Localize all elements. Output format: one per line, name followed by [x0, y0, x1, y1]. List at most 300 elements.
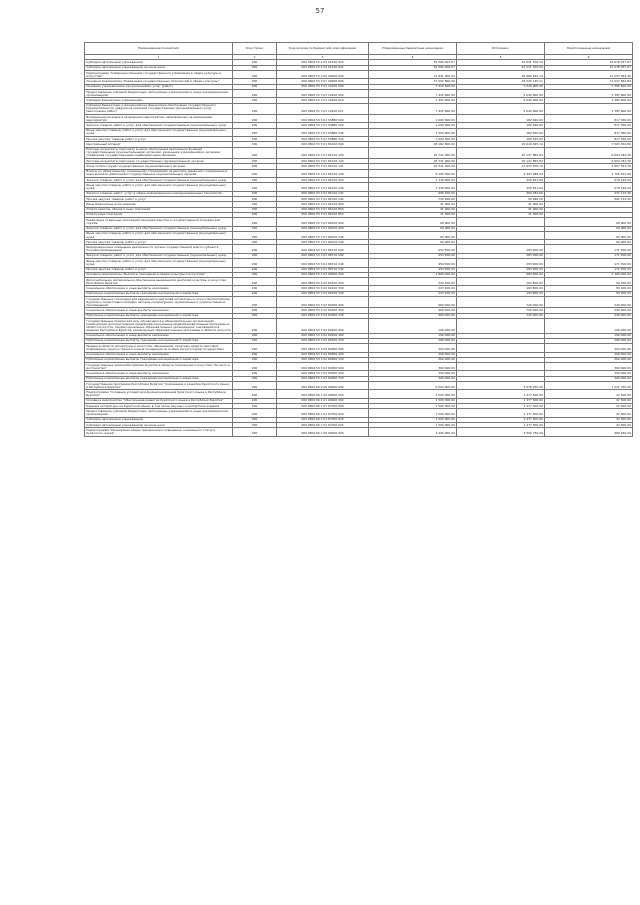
row-unexecuted: 817 360,00 [545, 115, 633, 123]
table-row [85, 297, 633, 308]
row-approved: 7 425 600,00 [369, 89, 457, 97]
row-approved: 300 000,00 [369, 376, 457, 381]
row-kbk: 000 0804 53 2 04 61540 620 [277, 60, 369, 65]
row-approved: 59 560 406,07 [369, 65, 457, 70]
row-executed: 31 000,00 [457, 202, 545, 207]
row-unexecuted: 817 360,00 [545, 123, 633, 128]
row-name: Субсидии автономным учреждениям на иные цели [85, 423, 233, 428]
row-name: Прочая закупка товаров, работ и услуг [85, 240, 233, 245]
row-kbk: 000 0804 53 3 01 81010 242 [277, 191, 369, 196]
row-kbk: 000 0804 53 3 02 82600 330 [277, 357, 369, 362]
row-approved: 59 280 003,07 [369, 60, 457, 65]
row-approved: 31 000,00 [369, 207, 457, 212]
header-unexecuted: Неисполненные назначения [545, 43, 633, 55]
row-name: Дополнительное материальное обеспечение выдающихся деятелей культуры и искусства Республики Бурятия [85, 278, 233, 286]
row-executed: 369 184,60 [457, 191, 545, 196]
row-code: 200 [233, 79, 277, 84]
row-name: Прочая закупка товаров, работ и услуг [85, 197, 233, 202]
row-unexecuted: 171 500,00 [545, 245, 633, 253]
row-executed: 31 000,00 [457, 212, 545, 217]
row-name: Издание литературы на бурятском языке, в том числе научных и экспертных изданий [85, 404, 233, 409]
row-kbk: 000 0804 53 3 01 82010 244 [277, 240, 369, 245]
row-unexecuted: 22 500,00 [545, 390, 633, 398]
row-name: Подпрограмма "Расширение сферы применения и повышение социального статуса бурятского языка" [85, 428, 233, 436]
row-unexecuted: 817 360,00 [545, 137, 633, 142]
row-approved: 1 338 900,00 [369, 178, 457, 183]
row-approved: 1 889 200,00 [369, 272, 457, 277]
row-unexecuted: 237 115,40 [545, 191, 633, 196]
row-kbk: 000 0804 53 3 02 84300 300 [277, 371, 369, 376]
row-executed: 359 651,00 [457, 183, 545, 191]
row-code: 200 [233, 65, 277, 70]
row-approved: 1 000 000,00 [369, 137, 457, 142]
row-code: 200 [233, 128, 277, 136]
row-name: Подпрограмма "Совершенствование государственного управления в сфере культуры и искусства" [85, 71, 233, 79]
table-row [85, 363, 633, 371]
table-header-row [85, 43, 633, 55]
row-unexecuted: 300 000,00 [545, 344, 633, 352]
row-executed: 43 231 676,50 [457, 65, 545, 70]
table-row [85, 169, 633, 177]
row-unexecuted: 7 563 304,86 [545, 142, 633, 147]
row-executed: 163 800,00 [457, 278, 545, 286]
column-index: 5 [457, 55, 545, 60]
row-approved: 26 731 900,00 [369, 159, 457, 164]
row-code: 200 [233, 357, 277, 362]
table-row [85, 89, 633, 97]
row-unexecuted: 2 385 600,00 [545, 89, 633, 97]
row-executed: 5 040 000,00 [457, 89, 545, 97]
row-executed: 720 000,00 [457, 297, 545, 308]
row-code: 200 [233, 159, 277, 164]
row-kbk: 000 0804 66 1 01 67300 622 [277, 423, 369, 428]
table-row [85, 103, 633, 114]
row-name: Информационное освещение деятельности органа государственной власти субъекта Российской Федерации [85, 245, 233, 253]
row-approved: 7 425 600,00 [369, 98, 457, 103]
row-name: Публичные нормативные выплаты гражданам несоциального характера [85, 313, 233, 318]
table-row [85, 278, 633, 286]
row-kbk: 000 0804 53 3 01 10100 000 [277, 84, 369, 89]
row-unexecuted: 22 500,00 [545, 398, 633, 403]
row-executed: 42 631 576,10 [457, 60, 545, 65]
row-name: Закупка товаров, работ и услуг для обеспечения государственных (муниципальных) нужд [85, 226, 233, 231]
row-kbk: 000 0804 53 3 01 81010 240 [277, 183, 369, 191]
row-executed: 182 640,00 [457, 137, 545, 142]
row-executed: 1 477 500,00 [457, 398, 545, 403]
row-executed: 1 477 500,00 [457, 417, 545, 422]
row-code: 200 [233, 202, 277, 207]
row-code: 200 [233, 297, 277, 308]
table-row [85, 128, 633, 136]
row-name: Закупка товаров, работ, услуг в сфере информационно-коммуникационных технологий [85, 191, 233, 196]
row-code: 200 [233, 313, 277, 318]
row-approved: 1 500 000,00 [369, 409, 457, 417]
row-unexecuted: 682 133,50 [545, 197, 633, 202]
row-executed: 983 800,00 [457, 272, 545, 277]
row-approved: 69 900,00 [369, 231, 457, 239]
row-approved: 7 425 600,00 [369, 103, 457, 114]
row-unexecuted: 300 000,00 [545, 371, 633, 376]
table-row [85, 147, 633, 158]
row-kbk: 000 0804 53 3 02 84300 000 [277, 363, 369, 371]
row-executed: 4 493 988,94 [457, 169, 545, 177]
row-approved: 1 500 000,00 [369, 398, 457, 403]
row-kbk: 000 0804 53 3 01 86710 244 [277, 267, 369, 272]
row-kbk: 000 0804 53 2 04 61540 622 [277, 65, 369, 70]
row-executed: 20 619 495,14 [457, 142, 545, 147]
row-unexecuted: 979 249,00 [545, 178, 633, 183]
row-approved: 223 200,00 [369, 278, 457, 286]
row-kbk: 000 0804 53 3 02 82100 000 [277, 278, 369, 286]
row-kbk: 000 0804 53 3 01 S3880 000 [277, 115, 369, 123]
row-kbk: 000 0804 53 3 01 86710 240 [277, 259, 369, 267]
row-unexecuted: 171 500,00 [545, 253, 633, 258]
row-approved: 454 500,00 [369, 253, 457, 258]
row-unexecuted: 69 900,00 [545, 231, 633, 239]
row-executed: 283 000,00 [457, 245, 545, 253]
row-kbk: 000 0804 53 3 01 81010 100 [277, 147, 369, 158]
row-executed [457, 231, 545, 239]
table-row [85, 428, 633, 436]
row-kbk: 000 0804 53 3 01 S3880 200 [277, 123, 369, 128]
row-executed: 1 477 500,00 [457, 390, 545, 398]
row-unexecuted: 989 250,00 [545, 428, 633, 436]
row-kbk: 000 0804 53 3 01 81010 244 [277, 197, 369, 202]
row-code: 200 [233, 218, 277, 226]
row-unexecuted: 2 385 600,00 [545, 84, 633, 89]
row-unexecuted: 69 900,00 [545, 226, 633, 231]
row-kbk: 000 0804 53 3 00 00000 000 [277, 71, 369, 79]
row-name: Закупка товаров, работ и услуг для обеспечения государственных (муниципальных) нужд [85, 253, 233, 258]
row-executed: 20 127 865,64 [457, 159, 545, 164]
header-executed: Исполнено [457, 43, 545, 55]
row-approved: 6 200 500,00 [369, 169, 457, 177]
row-code: 200 [233, 352, 277, 357]
row-approved: 20 531 400,00 [369, 164, 457, 169]
row-approved: 31 000,00 [369, 202, 457, 207]
row-executed: 1 477 500,00 [457, 409, 545, 417]
row-code: 200 [233, 308, 277, 313]
row-name: Субсидии бюджетным учреждениям на финансовое обеспечение государственного (муниципального) задания на оказание государственных (муниципальных) услуг (выполнение работ) [85, 103, 233, 114]
row-unexecuted: 59 400,00 [545, 291, 633, 296]
row-name: Подпрограмма "Создание условий для функционирования бурятского языка в Республике Бурятия" [85, 390, 233, 398]
row-unexecuted: 1 106 400,00 [545, 272, 633, 277]
row-kbk: 000 0804 53 3 02 82100 300 [277, 286, 369, 291]
row-approved: 960 000,00 [369, 308, 457, 313]
row-name: Предоставление субсидий бюджетным, автономным учреждениям и иным некоммерческим организациям [85, 409, 233, 417]
row-name: Уплата иных платежей [85, 212, 233, 217]
row-unexecuted: 240 000,00 [545, 313, 633, 318]
row-unexecuted: 16 678 437,97 [545, 60, 633, 65]
header-name: Наименование показателя [85, 43, 233, 55]
table-row [85, 183, 633, 191]
row-name: Публичные нормативные выплаты гражданам несоциального характера [85, 357, 233, 362]
row-approved: 1 500 000,00 [369, 417, 457, 422]
row-name: Социальное обеспечение и иные выплаты населению [85, 333, 233, 338]
row-name: Иные закупки товаров, работ и услуг для обеспечения государственных (муниципальных) нужд [85, 231, 233, 239]
row-unexecuted: 1 706 511,06 [545, 169, 633, 177]
column-index: 2 [233, 55, 277, 60]
row-kbk: 000 0804 53 3 02 82400 330 [277, 338, 369, 343]
row-code: 200 [233, 390, 277, 398]
row-approved: 26 731 900,00 [369, 147, 457, 158]
row-approved: 7 425 600,00 [369, 84, 457, 89]
row-code: 200 [233, 404, 277, 409]
row-approved: 454 500,00 [369, 259, 457, 267]
row-kbk: 000 0804 53 3 01 82010 200 [277, 226, 369, 231]
row-code: 200 [233, 115, 277, 123]
row-name: Публичные нормативные выплаты гражданам несоциального характера [85, 338, 233, 343]
row-approved: 300 000,00 [369, 363, 457, 371]
row-code: 200 [233, 409, 277, 417]
row-code: 200 [233, 382, 277, 390]
row-code: 200 [233, 178, 277, 183]
row-name: Публичные нормативные выплаты гражданам несоциального характера [85, 291, 233, 296]
row-executed: 20 127 865,64 [457, 147, 545, 158]
row-approved: 28 182 800,00 [369, 142, 457, 147]
row-executed: 182 640,00 [457, 128, 545, 136]
row-approved: 106 000,00 [369, 333, 457, 338]
row-code: 200 [233, 164, 277, 169]
row-executed: 5 040 000,00 [457, 103, 545, 114]
row-kbk: 000 0804 53 3 02 82100 330 [277, 291, 369, 296]
row-approved: 6 000 000,00 [369, 382, 457, 390]
row-code: 200 [233, 183, 277, 191]
row-code: 200 [233, 123, 277, 128]
column-index: 1 [85, 55, 233, 60]
row-code: 200 [233, 191, 277, 196]
row-kbk: 000 0804 66 1 01 67300 600 [277, 409, 369, 417]
row-executed [457, 218, 545, 226]
row-code: 200 [233, 147, 277, 158]
row-kbk: 000 0804 53 3 02 82300 300 [277, 308, 369, 313]
row-name: Государственные стипендии для выдающихся деятелей литературы и искусства Республики Бурятия и талантливых молодых авторов литературных, музыкальных и художественных произведений [85, 297, 233, 308]
row-name: Центральный аппарат [85, 142, 233, 147]
row-name: Предоставление субсидий бюджетным, автономным учреждениям и иным некоммерческим организациям [85, 89, 233, 97]
row-name: Премии в области литературы и искусства, образования, печатных средств массовой информации, науки и техники и иные поощрения за особые заслуги перед государством [85, 344, 233, 352]
row-unexecuted: 4 897 523,30 [545, 164, 633, 169]
row-name: Государственные премии Республики Бурятия в области театрального искусства "За честь и достоинство" [85, 363, 233, 371]
row-kbk: 000 0804 53 3 01 81010 000 [277, 142, 369, 147]
row-name: Государственные премии для лиц, обучающихся в образовательных организациях, реализующих дополнительные предпрофессиональные общеобразовательные программы в области искусств, профессиональных образовательных организациях, находящихся в ведении Республики Бурятия, реализующих образовательные программы в области искусств [86, 318, 231, 332]
budget-table [84, 42, 633, 437]
row-executed: 182 640,00 [457, 123, 545, 128]
row-unexecuted: 300 000,00 [545, 363, 633, 371]
row-name: Оказание учреждениями (организациями) услуг (работ) [85, 84, 233, 89]
row-unexecuted: 300 000,00 [545, 376, 633, 381]
row-code: 200 [233, 319, 277, 334]
row-kbk: 000 0804 53 3 02 82600 300 [277, 352, 369, 357]
row-name: Субсидии автономным учреждениям [85, 417, 233, 422]
row-code: 200 [233, 240, 277, 245]
row-approved: 69 900,00 [369, 226, 457, 231]
row-unexecuted: 2 385 600,00 [545, 103, 633, 114]
row-code: 200 [233, 71, 277, 79]
row-kbk: 000 0804 53 3 01 82010 240 [277, 231, 369, 239]
row-code: 200 [233, 376, 277, 381]
row-name: Иные закупки товаров, работ и услуг для обеспечения государственных (муниципальных) нужд [85, 183, 233, 191]
row-approved: 69 900,00 [369, 240, 457, 245]
row-name: Социальное обеспечение и иные выплаты населению [85, 371, 233, 376]
row-code: 200 [233, 371, 277, 376]
row-unexecuted: 2 385 600,00 [545, 98, 633, 103]
row-name: Взносы по обязательному социальному страхованию на выплаты денежного содержания и иные выплаты работникам государственных (муниципальных) органов [85, 169, 233, 177]
row-approved: 1 000 000,00 [369, 115, 457, 123]
row-executed [457, 363, 545, 371]
row-unexecuted: 69 900,00 [545, 240, 633, 245]
row-kbk: 000 0804 53 3 01 81010 800 [277, 202, 369, 207]
row-code: 200 [233, 278, 277, 286]
row-approved: 732 600,00 [369, 197, 457, 202]
row-code: 200 [233, 259, 277, 267]
row-approved: 960 000,00 [369, 297, 457, 308]
row-kbk: 000 0804 53 3 01 86710 200 [277, 253, 369, 258]
row-kbk: 000 0804 53 3 02 82300 330 [277, 313, 369, 318]
row-name: Субсидии автономным учреждениям [85, 60, 233, 65]
row-approved: 1 500 000,00 [369, 423, 457, 428]
row-approved: 223 200,00 [369, 286, 457, 291]
row-approved: 1 000 000,00 [369, 128, 457, 136]
row-kbk: 000 0804 53 3 01 81010 200 [277, 178, 369, 183]
row-name: Расходы на выплаты персоналу в целях обеспечения выполнения функций государственными (муниципальными) органами, казенными учреждениями, органами управления государственными внебюджетными фондами [85, 147, 233, 158]
table-row [85, 319, 633, 334]
header-kbk: Код расхода по бюджетной классификации [277, 43, 369, 55]
row-unexecuted: 22 500,00 [545, 417, 633, 422]
row-code: 200 [233, 89, 277, 97]
row-code: 200 [233, 417, 277, 422]
table-row [85, 245, 633, 253]
row-approved: 37 052 800,00 [369, 79, 457, 84]
row-executed: 720 000,00 [457, 308, 545, 313]
row-kbk: 000 0804 53 3 01 10100 610 [277, 98, 369, 103]
row-approved: 606 300,00 [369, 191, 457, 196]
row-code: 200 [233, 212, 277, 217]
row-kbk: 000 0804 53 3 01 81010 120 [277, 159, 369, 164]
row-name: Основное мероприятие "Обеспечение развития бурятского языка в Республике Бурятия" [85, 398, 233, 403]
row-approved: 106 000,00 [369, 338, 457, 343]
row-name: Реализация отдельных положений законодательства о государственной гражданской службе [85, 218, 233, 226]
row-code: 200 [233, 344, 277, 352]
row-name: Возмещение расходов в проведении мероприятий, направленных на реализацию мероприятий [85, 115, 233, 123]
row-name: Иные закупки товаров, работ и услуг для обеспечения государственных (муниципальных) нужд [85, 128, 233, 136]
row-approved: 454 500,00 [369, 245, 457, 253]
row-kbk: 000 0804 53 3 01 81010 850 [277, 207, 369, 212]
row-name: Основное мероприятие "Выплаты гражданам в сфере культуры и искусства" [85, 272, 233, 277]
row-code: 200 [233, 286, 277, 291]
row-code: 200 [233, 272, 277, 277]
row-kbk: 000 0804 53 3 01 S3880 244 [277, 137, 369, 142]
row-code: 200 [233, 333, 277, 338]
row-approved: 1 500 000,00 [369, 390, 457, 398]
row-unexecuted: 979 249,00 [545, 183, 633, 191]
row-unexecuted: 16 278 037,07 [545, 65, 633, 70]
row-approved: 1 338 900,00 [369, 183, 457, 191]
row-executed: 50 466,50 [457, 197, 545, 202]
row-kbk: 000 0804 53 3 02 82600 000 [277, 344, 369, 352]
row-unexecuted: 12 053 064,36 [545, 71, 633, 79]
row-code: 200 [233, 169, 277, 177]
row-code: 200 [233, 207, 277, 212]
row-code: 200 [233, 226, 277, 231]
row-code: 200 [233, 231, 277, 239]
row-approved: 300 000,00 [369, 352, 457, 357]
row-code: 200 [233, 423, 277, 428]
row-executed [457, 319, 545, 334]
table-row [85, 115, 633, 123]
table-row [85, 218, 633, 226]
row-executed: 26 025 135,11 [457, 79, 545, 84]
row-unexecuted: 22 500,00 [545, 404, 633, 409]
row-unexecuted: 59 400,00 [545, 278, 633, 286]
row-kbk: 000 0804 66 1 00 00000 000 [277, 390, 369, 398]
row-kbk: 000 0804 53 3 02 82300 000 [277, 297, 369, 308]
row-kbk: 000 0804 66 0 00 00000 000 [277, 382, 369, 390]
row-executed: 283 000,00 [457, 253, 545, 258]
row-executed: 5 049 000,00 [457, 84, 545, 89]
row-kbk: 000 0804 53 3 01 81010 853 [277, 212, 369, 217]
row-kbk: 000 0804 66 1 01 67300 000 [277, 404, 369, 409]
row-code: 200 [233, 197, 277, 202]
row-code: 200 [233, 253, 277, 258]
row-approved: 454 500,00 [369, 267, 457, 272]
row-approved: 960 000,00 [369, 313, 457, 318]
column-index: 3 [277, 55, 369, 60]
row-name: Иные закупки товаров, работ и услуг для обеспечения государственных (муниципальных) нужд [85, 259, 233, 267]
header-approved: Утвержденные бюджетные назначения [369, 43, 457, 55]
table-row [85, 382, 633, 390]
row-code: 200 [233, 363, 277, 371]
row-code: 200 [233, 137, 277, 142]
row-executed: 26 980 625,14 [457, 71, 545, 79]
row-kbk: 000 0804 53 3 02 84300 330 [277, 376, 369, 381]
row-name: Субсидии автономным учреждениям на иные цели [85, 65, 233, 70]
table-row [85, 409, 633, 417]
row-kbk: 000 0804 53 3 02 00000 000 [277, 272, 369, 277]
row-executed: 4 978 250,00 [457, 382, 545, 390]
row-name: Прочая закупка товаров, работ и услуг [85, 267, 233, 272]
row-unexecuted: 106 000,00 [545, 319, 633, 334]
row-executed: 5 040 000,00 [457, 98, 545, 103]
row-name: Государственная программа Республики Бурятия "Сохранение и развитие бурятского языка в Республике Бурятия" [85, 382, 233, 390]
row-name: Фонд оплаты труда государственных (муниципальных) органов [85, 164, 233, 169]
row-unexecuted: 22 500,00 [545, 423, 633, 428]
row-kbk: 000 0804 53 3 01 81010 129 [277, 169, 369, 177]
row-unexecuted: 171 500,00 [545, 259, 633, 267]
row-executed: 15 633 876,70 [457, 164, 545, 169]
row-name: Субсидии бюджетным учреждениям [85, 98, 233, 103]
table-row [85, 259, 633, 267]
row-approved: 106 000,00 [369, 319, 457, 334]
row-code: 200 [233, 84, 277, 89]
row-approved: 4 490 000,00 [369, 428, 457, 436]
header-code: Код строки [233, 43, 277, 55]
row-unexecuted: 817 360,00 [545, 128, 633, 136]
row-code: 200 [233, 428, 277, 436]
row-approved: 300 000,00 [369, 357, 457, 362]
row-unexecuted: 22 500,00 [545, 409, 633, 417]
row-name: Закупка товаров, работ и услуг для обеспечения государственных (муниципальных) нужд [85, 123, 233, 128]
row-name: Расходы на выплаты персоналу государственных (муниципальных) органов [85, 159, 233, 164]
row-unexecuted: 69 900,00 [545, 218, 633, 226]
row-name: Основное мероприятие "Реализация государственных полномочий в сфере культуры" [85, 79, 233, 84]
row-kbk: 000 0804 53 3 01 10100 600 [277, 89, 369, 97]
row-kbk: 000 0804 66 1 01 67300 620 [277, 417, 369, 422]
row-approved: 31 941 000,00 [369, 71, 457, 79]
table-row [85, 390, 633, 398]
row-approved: 31 000,00 [369, 212, 457, 217]
row-unexecuted: 240 000,00 [545, 297, 633, 308]
row-unexecuted: 300 000,00 [545, 352, 633, 357]
